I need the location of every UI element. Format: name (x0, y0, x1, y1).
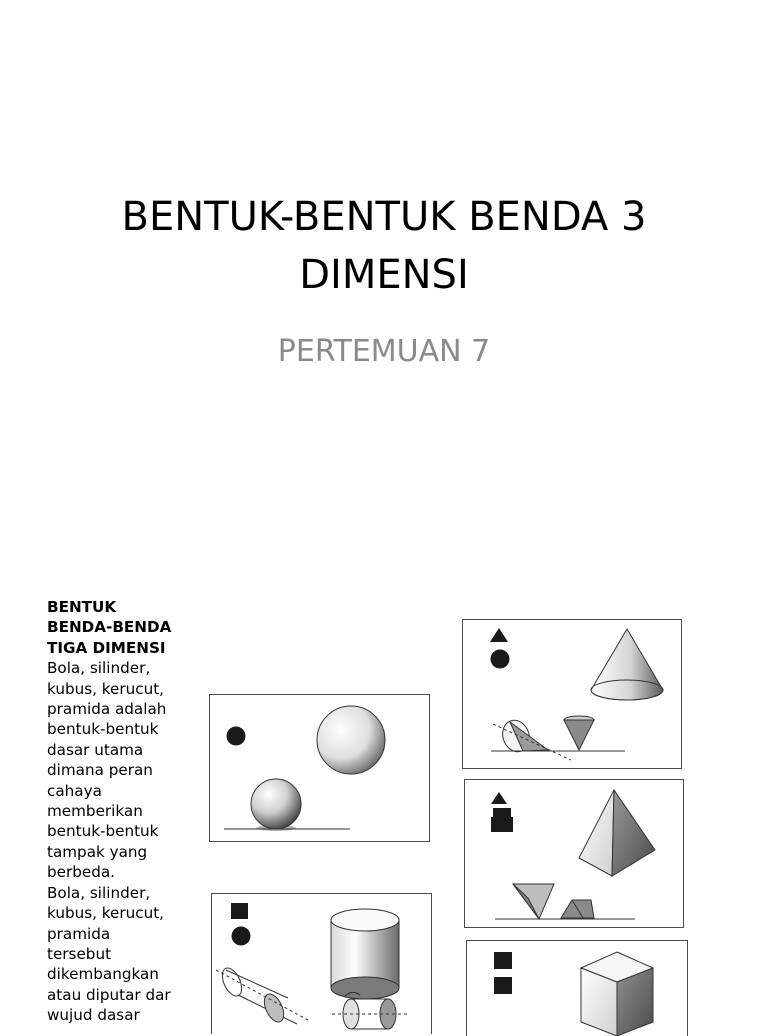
body-line: tampak yang (47, 842, 148, 861)
body-line: pramida adalah (47, 700, 167, 719)
body-line: memberikan (47, 802, 143, 821)
content-heading-line: TIGA DIMENSI (47, 638, 166, 657)
slide-title-line-2: DIMENSI (299, 252, 469, 298)
body-line: dasar utama (47, 740, 144, 759)
body-line: bentuk-bentuk (47, 822, 159, 841)
body-line: bentuk-bentuk (47, 720, 159, 739)
cube-drawing-icon (467, 941, 687, 1036)
content-heading (47, 597, 207, 658)
sphere-drawing-icon (210, 695, 429, 841)
cone-drawing-icon (463, 620, 681, 768)
slide-title (0, 188, 768, 304)
body-line: cahaya (47, 781, 102, 800)
pyramid-illustration (464, 779, 684, 928)
sphere-illustration (209, 694, 430, 842)
body-line: Bola, silinder, (47, 883, 151, 902)
body-line: Bola, silinder, (47, 659, 151, 678)
slide-title-line-1: BENTUK-BENTUK BENDA 3 (121, 194, 647, 240)
cylinder-drawing-icon (212, 894, 431, 1034)
cube-illustration (466, 940, 688, 1036)
cylinder-illustration (211, 893, 432, 1034)
pyramid-drawing-icon (465, 780, 683, 927)
body-line: pramida (47, 924, 111, 943)
content-heading-line: BENDA-BENDA (47, 618, 172, 637)
slide-subtitle: PERTEMUAN 7 (277, 334, 491, 369)
body-line: dikembangkan (47, 965, 159, 984)
body-line: wujud dasar (47, 1006, 140, 1025)
body-line: berbeda. (47, 863, 115, 882)
cone-illustration (462, 619, 682, 769)
content-text-column (47, 597, 207, 1026)
body-line: dimana peran (47, 761, 153, 780)
body-line: atau diputar dar (47, 985, 171, 1004)
content-heading-line: BENTUK (47, 598, 117, 616)
content-body (47, 658, 207, 1025)
body-line: kubus, kerucut, (47, 679, 165, 698)
body-line: tersebut (47, 944, 112, 963)
body-line: kubus, kerucut, (47, 904, 165, 923)
